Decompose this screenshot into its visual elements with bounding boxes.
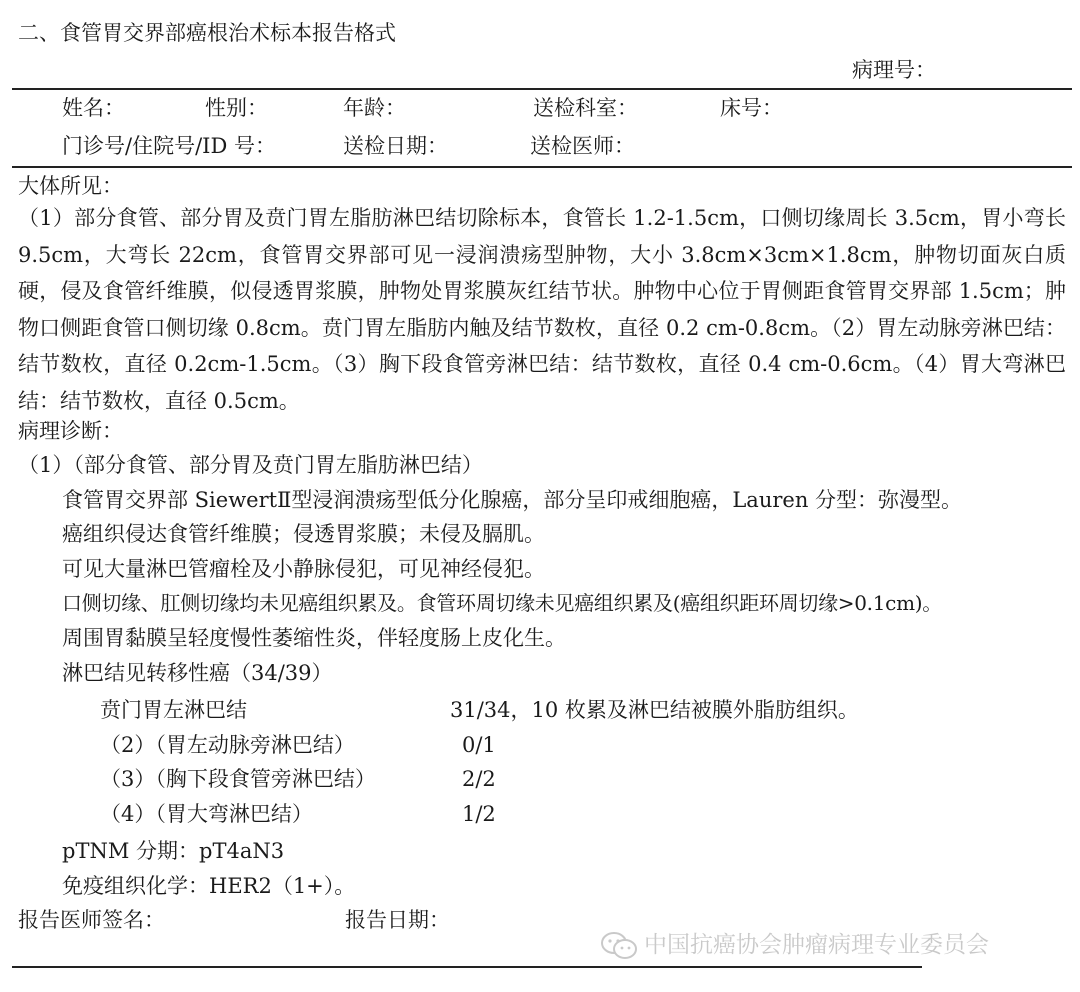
pathology-number-label: 病理号： [852, 58, 936, 82]
wechat-icon [600, 931, 638, 961]
header-bottom-rule [12, 166, 1072, 168]
department-label: 送检科室： [533, 96, 638, 120]
footer-rule [12, 966, 922, 968]
lymph-node-name: （4）（胃大弯淋巴结） [100, 802, 313, 826]
submit-date-label: 送检日期： [343, 134, 448, 158]
document-title: 二、食管胃交界部癌根治术标本报告格式 [18, 21, 396, 45]
gross-description: （1）部分食管、部分胃及贲门胃左脂肪淋巴结切除标本，食管长 1.2-1.5cm，口侧切缘周长 3.5cm，胃小弯长 9.5cm，大弯长 22cm，食管胃交界部可见一浸润溃疡型肿物，大小 3.8cm×3cm×1.8cm，肿物切面灰白质硬，侵及食管纤维膜，似侵透胃浆膜，肿物处胃浆膜灰红结节状。肿物中心位于胃侧距食管胃交界部 1.5cm；肿物口侧距食管口侧切缘 0.8cm。贲门胃左脂肪内触及结节数枚，直径 0.2 cm-0.8cm。（2）胃左动脉旁淋巴结：结节数枚，直径 0.2cm-1.5cm。（3）胸下段食管旁淋巴结：结节数枚，直径 0.4 cm-0.6cm。（4）胃大弯淋巴结：结节数枚，直径 0.5cm。 [18, 206, 1066, 413]
diagnosis-heading: 病理诊断： [18, 419, 123, 443]
outpatient-id-label: 门诊号/住院号/ID 号： [62, 134, 276, 158]
lymph-node-value: 0/1 [462, 733, 496, 757]
watermark [600, 930, 989, 961]
diagnosis-line: 口侧切缘、肛侧切缘均未见癌组织累及。食管环周切缘未见癌组织累及(癌组织距环周切缘>0.1cm)。 [62, 591, 942, 615]
diagnosis-line: 食管胃交界部 SiewertⅡ型浸润溃疡型低分化腺癌，部分呈印戒细胞癌，Lauren 分型：弥漫型。 [62, 488, 963, 512]
gross-heading: 大体所见： [18, 174, 123, 198]
report-date-label: 报告日期： [345, 908, 450, 932]
report-signer-label: 报告医师签名： [18, 908, 165, 932]
lymph-node-name: （3）（胸下段食管旁淋巴结） [100, 767, 376, 791]
bed-label: 床号： [720, 96, 783, 120]
age-label: 年龄： [343, 96, 406, 120]
diagnosis-line: 周围胃黏膜呈轻度慢性萎缩性炎，伴轻度肠上皮化生。 [62, 626, 566, 650]
diagnosis-line: 癌组织侵达食管纤维膜；侵透胃浆膜；未侵及膈肌。 [62, 522, 545, 546]
name-label: 姓名： [62, 96, 125, 120]
lymph-node-name: （2）（胃左动脉旁淋巴结） [100, 733, 355, 757]
lymph-node-value: 1/2 [462, 802, 496, 826]
lymph-node-value: 2/2 [462, 767, 496, 791]
lymph-node-value: 31/34，10 枚累及淋巴结被膜外脂肪组织。 [450, 698, 859, 722]
header-top-rule [12, 88, 1072, 90]
ihc-result: 免疫组织化学：HER2（1+）。 [62, 874, 356, 898]
diagnosis-line: 淋巴结见转移性癌（34/39） [62, 661, 333, 685]
diagnosis-line: 可见大量淋巴管瘤栓及小静脉侵犯，可见神经侵犯。 [62, 557, 545, 581]
sex-label: 性别： [205, 96, 268, 120]
ptnm-stage: pTNM 分期：pT4aN3 [62, 839, 285, 863]
lymph-node-name: 贲门胃左淋巴结 [100, 698, 247, 722]
watermark-text: 中国抗癌协会肿瘤病理专业委员会 [644, 932, 989, 958]
diagnosis-section: （1）（部分食管、部分胃及贲门胃左脂肪淋巴结） [18, 453, 483, 477]
submit-doctor-label: 送检医师： [530, 134, 635, 158]
